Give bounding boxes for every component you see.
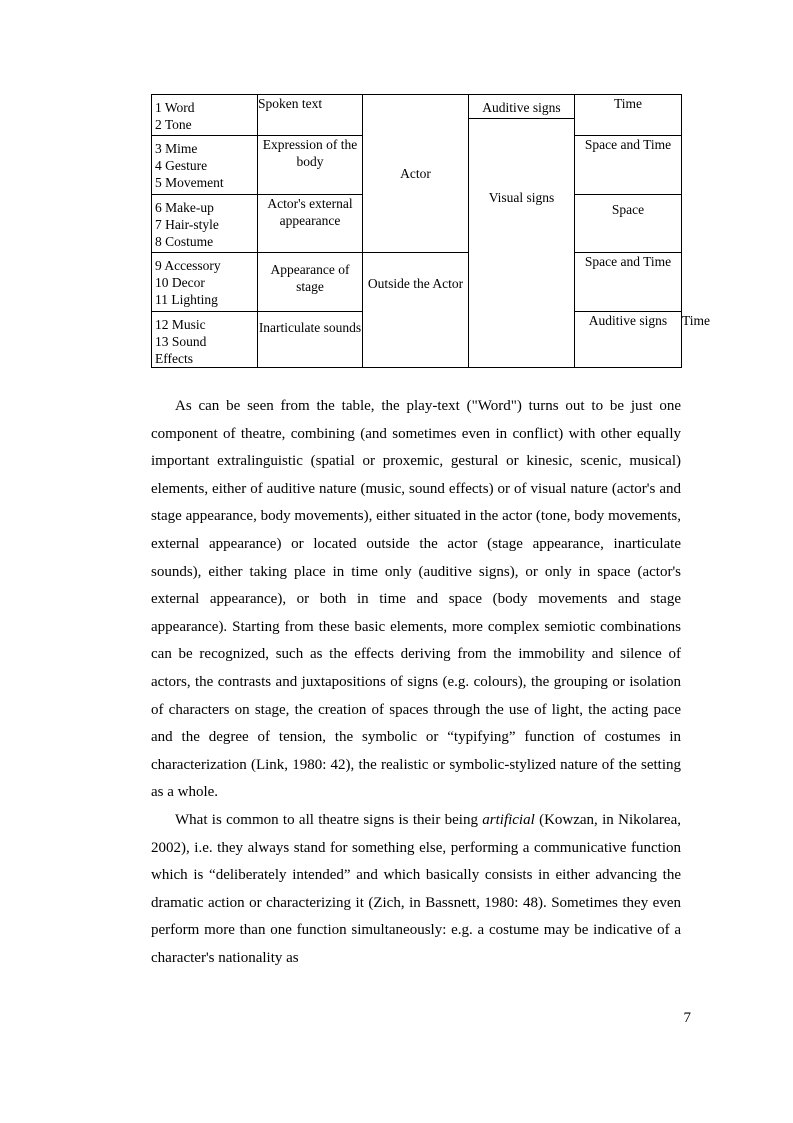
paragraph-text: (Kowzan, in Nikolarea, 2002), i.e. they always stand for something else, performing a communicative function which is “deliberately intended” and which basically consists in either advancing the dramatic action or characterizing it (Zich, in Bassnett, 1980: 48). Sometimes they even perform more than one function simultaneously: e.g. a costume may be indicative of a character's nationality as	[151, 812, 681, 966]
page-number: 7	[683, 1010, 691, 1026]
table-item: 6 Make-up	[155, 200, 214, 216]
table-cell-visual-signs: Visual signs	[469, 119, 575, 368]
theatre-signs-table: 1 Word 2 Tone Spoken text Actor Auditive signs Time Visual signs 3 Mime 4 Gesture 5 Movement Expression of the body Space and Time 6 Make-up 7 Hair-style 8 Costume Actor's external appearance Space 9 Accessory 10 Decor 11 Lighting Appearance of stage Outside the Actor Space and Time 12 Music 13 Sound Effects Inarticulate sounds Auditive signs Time	[151, 94, 682, 368]
table-cell-items	[152, 311, 258, 367]
table-item: 2 Tone	[155, 117, 192, 132]
table-cell-element: Expression of the body	[258, 136, 363, 195]
table-cell-element: Inarticulate sounds	[258, 311, 363, 367]
table-cell-actor: Actor	[363, 95, 469, 253]
table-item: 11 Lighting	[155, 291, 218, 307]
table-cell-items	[152, 136, 258, 195]
table-cell-element: Actor's external appearance	[258, 195, 363, 252]
table-cell-element: Spoken text	[258, 95, 363, 136]
body-paragraph	[151, 807, 681, 973]
table-cell-items	[152, 252, 258, 311]
table-item: 13 Sound	[155, 333, 207, 349]
table-item: 9 Accessory	[155, 257, 221, 273]
body-paragraph: As can be seen from the table, the play-text ("Word") turns out to be just one component of theatre, combining (and sometimes even in conflict) with other equally important extralinguistic (spatial or proxemic, gestural or kinesic, scenic, musical) elements, either of auditive nature (music, sound effects) or of visual nature (actor's and stage appearance, body movements), either situated in the actor (tone, body movements, external appearance) or located outside the actor (stage appearance, inarticulate sounds), either taking place in time only (auditive signs), or only in space (actor's external appearance), or both in time and space (body movements and stage appearance). Starting from these basic elements, more complex semiotic combinations can be recognized, such as the effects deriving from the immobility and silence of actors, the contrasts and juxtapositions of signs (e.g. colours), the grouping or isolation of characters on stage, the creation of spaces through the use of light, the acting pace and the degree of tension, the symbolic or “typifying” function of costumes in characterization (Link, 1980: 42), the realistic or symbolic-stylized nature of the setting as a whole.	[151, 398, 681, 801]
table-item: 5 Movement	[155, 175, 224, 191]
table-item: 10 Decor	[155, 274, 205, 290]
table-item: 4 Gesture	[155, 158, 208, 174]
table-cell-items	[152, 95, 258, 136]
table-cell-element: Appearance of stage	[258, 252, 363, 311]
table-cell-dimension: Time	[575, 95, 682, 136]
table-item: 3 Mime	[155, 141, 198, 157]
table-item: 12 Music	[155, 316, 206, 332]
table-item: 7 Hair-style	[155, 217, 219, 233]
table-cell-outside-actor: Outside the Actor	[363, 252, 469, 367]
table-cell-dimension: Space	[575, 195, 682, 252]
table-item: 1 Word	[155, 100, 195, 115]
table-cell-sign-type: Auditive signs	[575, 311, 682, 367]
table-cell-items	[152, 195, 258, 252]
table-item: Effects	[155, 350, 193, 366]
paragraph-text: What is common to all theatre signs is their being	[175, 812, 483, 828]
table-cell-dimension: Space and Time	[575, 252, 682, 311]
table-cell-dimension: Space and Time	[575, 136, 682, 195]
emphasis-text: artificial	[482, 812, 535, 828]
table-item: 8 Costume	[155, 234, 214, 250]
table-cell-sign-type: Auditive signs	[469, 95, 575, 119]
